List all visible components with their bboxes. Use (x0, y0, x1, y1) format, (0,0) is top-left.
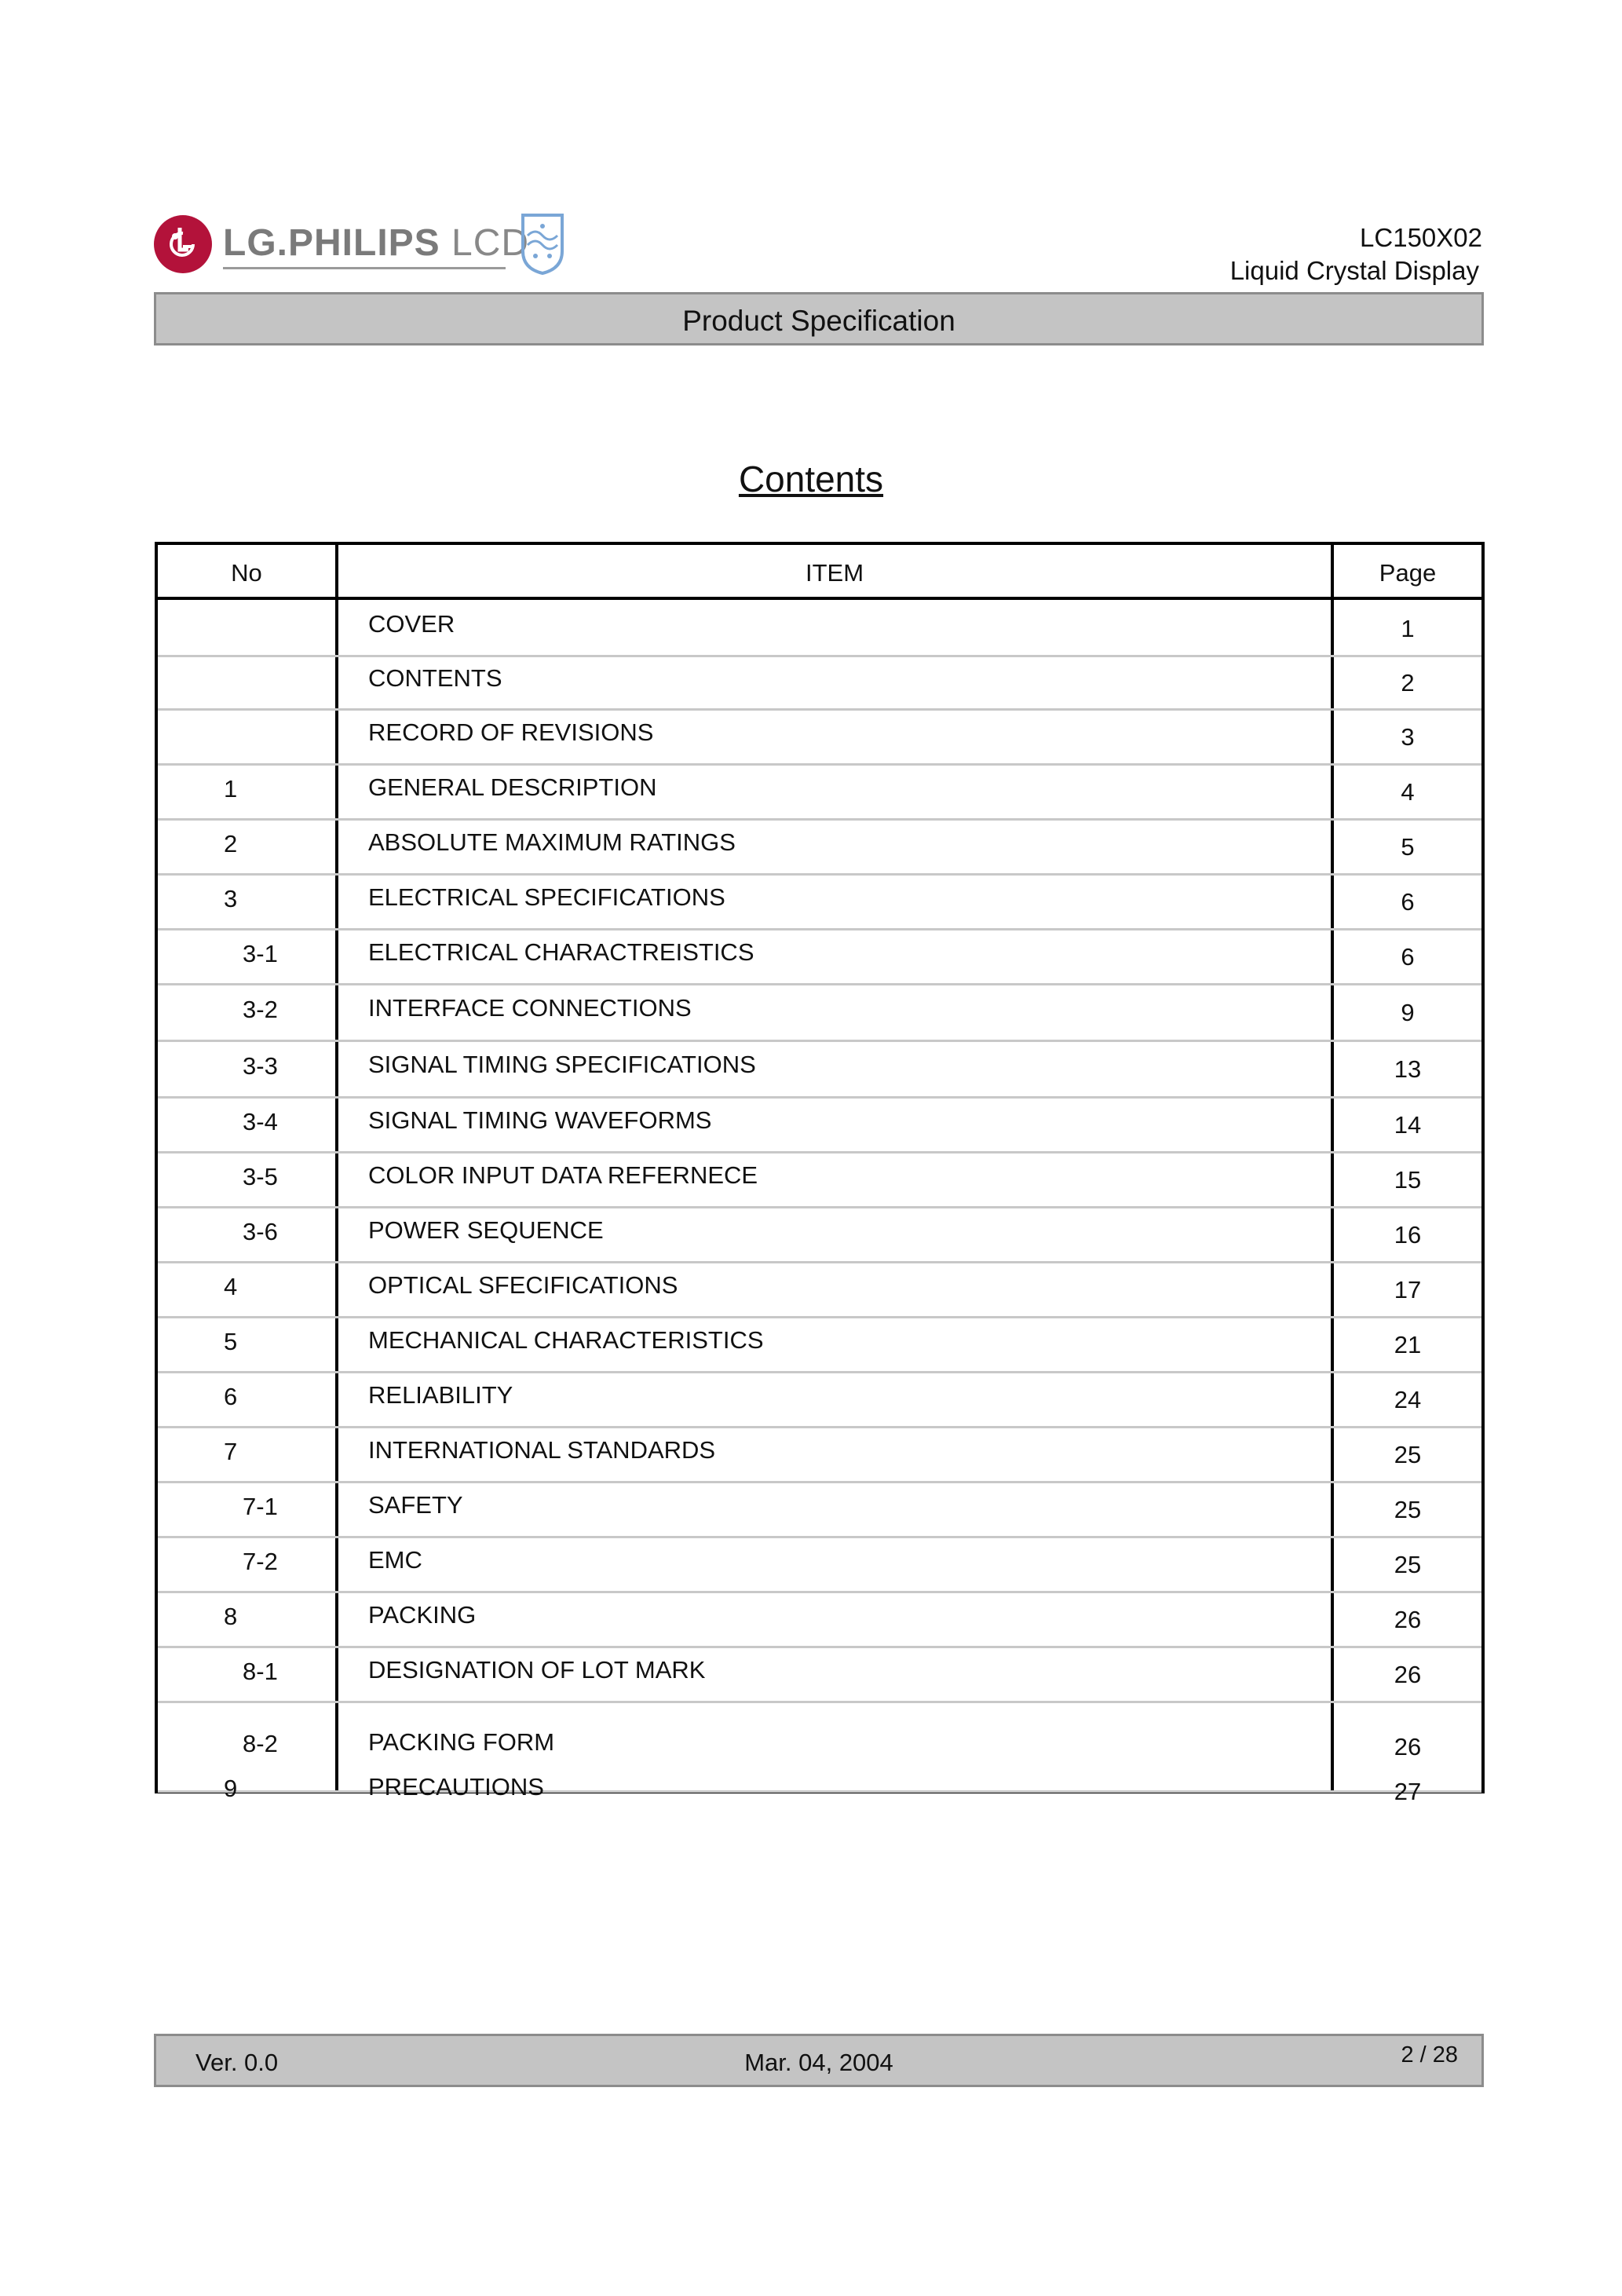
row-item: DESIGNATION OF LOT MARK (368, 1656, 706, 1684)
row-page: 14 (1394, 1111, 1422, 1139)
row-page: 9 (1401, 999, 1415, 1026)
row-page: 3 (1401, 723, 1415, 751)
row-item: ELECTRICAL CHARACTREISTICS (368, 938, 754, 966)
row-item: GENERAL DESCRIPTION (368, 773, 657, 801)
row-page: 5 (1401, 833, 1415, 861)
footer-date: Mar. 04, 2004 (744, 2049, 893, 2076)
row-item: CONTENTS (368, 664, 502, 692)
logo-underline (223, 267, 506, 269)
row-no: 3-2 (243, 996, 278, 1023)
header-page: Page (1379, 559, 1437, 587)
row-page: 13 (1394, 1055, 1422, 1083)
row-no: 9 (224, 1775, 238, 1802)
row-page: 25 (1394, 1496, 1422, 1523)
row-divider (158, 1481, 1481, 1483)
row-divider (158, 1701, 1481, 1703)
row-no: 7-2 (243, 1548, 278, 1575)
row-page: 1 (1401, 615, 1415, 642)
page-title: Contents (738, 459, 884, 499)
product-type: Liquid Crystal Display (1229, 256, 1479, 285)
model-number: LC150X02 (1360, 223, 1482, 252)
row-no: 3 (224, 885, 238, 912)
row-divider (158, 1040, 1481, 1042)
row-no: 4 (224, 1273, 238, 1300)
header-divider (158, 597, 1481, 600)
row-no: 3-5 (243, 1163, 278, 1190)
row-divider (158, 1790, 1481, 1793)
row-no: 3-3 (243, 1052, 278, 1080)
logo-wordmark: LG.PHILIPS LCD (223, 222, 530, 264)
row-no: 7 (224, 1438, 238, 1465)
row-divider (158, 818, 1481, 821)
row-item: POWER SEQUENCE (368, 1216, 604, 1244)
row-divider (158, 708, 1481, 711)
row-item: RECORD OF REVISIONS (368, 718, 654, 746)
row-no: 8-1 (243, 1658, 278, 1685)
row-no: 1 (224, 775, 238, 803)
row-divider (158, 1646, 1481, 1648)
row-page: 26 (1394, 1606, 1422, 1633)
header-item: ITEM (805, 559, 864, 587)
row-no: 2 (224, 830, 238, 857)
row-divider (158, 873, 1481, 876)
row-divider (158, 983, 1481, 985)
contents-table (155, 542, 1485, 1805)
row-item: PRECAUTIONS (368, 1773, 544, 1801)
row-divider (158, 1536, 1481, 1538)
row-divider (158, 1316, 1481, 1318)
column-divider (335, 545, 338, 1790)
lg-philips-logo (154, 212, 570, 278)
row-no: 6 (224, 1383, 238, 1410)
row-page: 26 (1394, 1733, 1422, 1760)
row-item: PACKING (368, 1601, 477, 1629)
row-page: 6 (1401, 943, 1415, 971)
row-page: 4 (1401, 778, 1415, 806)
section-bar (154, 292, 1484, 345)
row-no: 7-1 (243, 1493, 278, 1520)
row-page: 27 (1394, 1778, 1422, 1805)
row-divider (158, 1371, 1481, 1373)
row-page: 15 (1394, 1166, 1422, 1194)
row-item: ABSOLUTE MAXIMUM RATINGS (368, 828, 736, 856)
row-item: MECHANICAL CHARACTERISTICS (368, 1326, 764, 1354)
row-no: 3-4 (243, 1108, 278, 1135)
footer-page-number: 2 / 28 (1401, 2042, 1458, 2067)
page-footer (154, 2034, 1484, 2087)
row-divider (158, 763, 1481, 766)
philips-shield-icon (520, 212, 565, 275)
row-page: 26 (1394, 1661, 1422, 1688)
row-page: 24 (1394, 1386, 1422, 1413)
row-no: 3-6 (243, 1218, 278, 1245)
row-item: OPTICAL SFECIFICATIONS (368, 1271, 678, 1299)
row-divider (158, 1426, 1481, 1428)
row-divider (158, 1261, 1481, 1263)
row-item: EMC (368, 1546, 422, 1574)
header-no: No (231, 559, 262, 587)
row-item: INTERFACE CONNECTIONS (368, 994, 692, 1022)
row-page: 2 (1401, 669, 1415, 696)
row-item: RELIABILITY (368, 1381, 513, 1409)
row-no: 3-1 (243, 940, 278, 967)
row-divider (158, 1206, 1481, 1208)
row-page: 6 (1401, 888, 1415, 916)
section-bar-title: Product Specification (682, 305, 955, 337)
row-divider (158, 1151, 1481, 1153)
row-item: SIGNAL TIMING SPECIFICATIONS (368, 1051, 756, 1078)
footer-version: Ver. 0.0 (195, 2049, 279, 2076)
row-no: 8-2 (243, 1730, 278, 1757)
row-divider (158, 1096, 1481, 1099)
row-page: 25 (1394, 1551, 1422, 1578)
row-item: COVER (368, 610, 455, 638)
row-item: ELECTRICAL SPECIFICATIONS (368, 883, 725, 911)
row-page: 25 (1394, 1441, 1422, 1468)
row-item: COLOR INPUT DATA REFERNECE (368, 1161, 758, 1189)
row-item: SIGNAL TIMING WAVEFORMS (368, 1106, 712, 1134)
row-divider (158, 655, 1481, 657)
row-item: INTERNATIONAL STANDARDS (368, 1436, 716, 1464)
row-page: 21 (1394, 1331, 1422, 1358)
lg-face-icon (154, 215, 212, 273)
row-no: 5 (224, 1328, 238, 1355)
row-page: 16 (1394, 1221, 1422, 1249)
row-item: SAFETY (368, 1491, 463, 1519)
row-divider (158, 1591, 1481, 1593)
row-page: 17 (1394, 1276, 1422, 1303)
row-no: 8 (224, 1603, 238, 1630)
row-item: PACKING FORM (368, 1728, 555, 1756)
row-divider (158, 928, 1481, 930)
